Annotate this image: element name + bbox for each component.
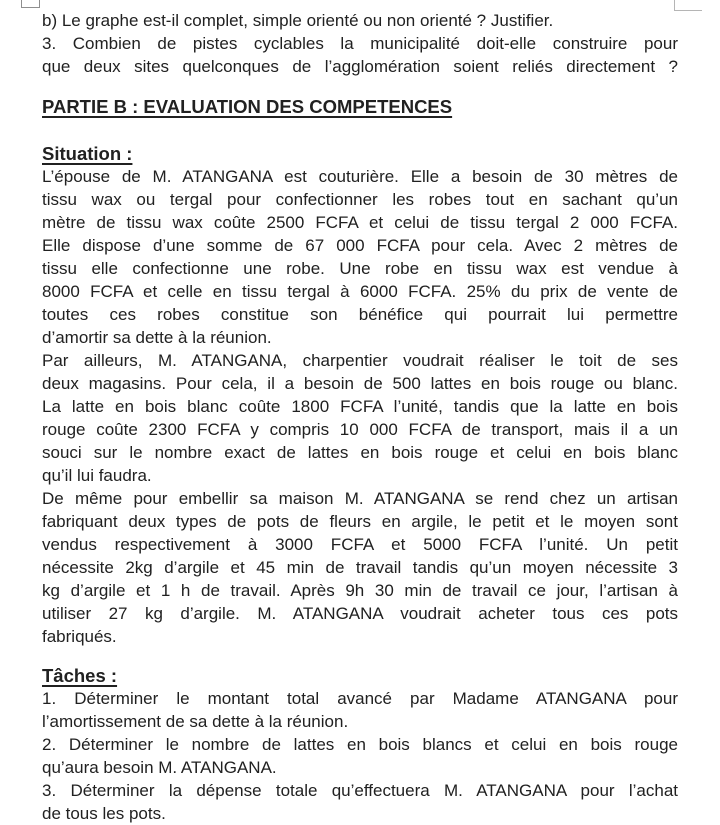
- text-line: 1. Déterminer le montant total avancé par Madame ATANGANA pour: [42, 689, 678, 708]
- blank-space: [42, 118, 678, 142]
- text-line: La latte en bois blanc coûte 1800 FCFA l’unité, tandis que la latte en bois: [42, 397, 678, 416]
- text-line: mètre de tissu wax coûte 2500 FCFA et celui de tissu tergal 2 000 FCFA.: [42, 213, 678, 232]
- text-line: nécessite 2kg d’argile et 45 min de travail tandis qu’un moyen nécessite 3: [42, 558, 678, 577]
- text-line: L’épouse de M. ATANGANA est couturière. Elle a besoin de 30 mètres de: [42, 167, 678, 186]
- text-line: fabriquant deux types de pots de fleurs en argile, le petit et le moyen sont: [42, 512, 678, 531]
- text-line: De même pour embellir sa maison M. ATANGANA se rend chez un artisan: [42, 489, 678, 508]
- situation-heading: Situation :: [42, 143, 133, 164]
- blank-space: [42, 648, 678, 664]
- text-line: qu’aura besoin M. ATANGANA.: [42, 758, 277, 777]
- taches-heading: Tâches :: [42, 665, 118, 686]
- text-line: de tous les pots.: [42, 804, 166, 823]
- text-line: b) Le graphe est-il complet, simple orienté ou non orienté ? Justifier.: [42, 11, 554, 30]
- text-line: rouge coûte 2300 FCFA y compris 10 000 FCFA de transport, mais il a un: [42, 420, 678, 439]
- text-line: kg d’argile et 1 h de travail. Après 9h 30 min de travail ce jour, l’artisan à: [42, 581, 678, 600]
- text-line: qu’il lui faudra.: [42, 466, 152, 485]
- text-line: fabriqués.: [42, 627, 117, 646]
- text-line: tissu elle confectionne une robe. Une robe en tissu wax est vendue à: [42, 259, 678, 278]
- text-line: 8000 FCFA et celle en tissu tergal à 6000 FCFA. 25% du prix de vente de: [42, 282, 678, 301]
- text-line: souci sur le nombre exact de lattes en bois rouge et celui en bois blanc: [42, 443, 678, 462]
- text-line: d’amortir sa dette à la réunion.: [42, 328, 272, 347]
- text-line: utiliser 27 kg d’argile. M. ATANGANA voudrait acheter tous ces pots: [42, 604, 678, 623]
- text-line: Par ailleurs, M. ATANGANA, charpentier voudrait réaliser le toit de ses: [42, 351, 678, 370]
- text-line: 2. Déterminer le nombre de lattes en bois blancs et celui en bois rouge: [42, 735, 678, 754]
- text-line: deux magasins. Pour cela, il a besoin de 500 lattes en bois rouge ou blanc.: [42, 374, 678, 393]
- part-b-heading: PARTIE B : EVALUATION DES COMPETENCES: [42, 96, 453, 117]
- text-line: l’amortissement de sa dette à la réunion.: [42, 712, 349, 731]
- text-line: 3. Déterminer la dépense totale qu’effectuera M. ATANGANA pour l’achat: [42, 781, 678, 800]
- text-line: Elle dispose d’une somme de 67 000 FCFA pour cela. Avec 2 mètres de: [42, 236, 678, 255]
- text-line: toutes ces robes constitue son bénéfice qui pourrait lui permettre: [42, 305, 678, 324]
- text-line: que deux sites quelconques de l’agglomération soient reliés directement ?: [42, 57, 678, 76]
- text-line: tissu wax ou tergal pour confectionner les robes tout en sachant qu’un: [42, 190, 678, 209]
- text-line: vendus respectivement à 3000 FCFA et 5000 FCFA l’unité. Un petit: [42, 535, 678, 554]
- text-line: 3. Combien de pistes cyclables la municipalité doit-elle construire pour: [42, 34, 678, 53]
- blank-space: [42, 78, 678, 95]
